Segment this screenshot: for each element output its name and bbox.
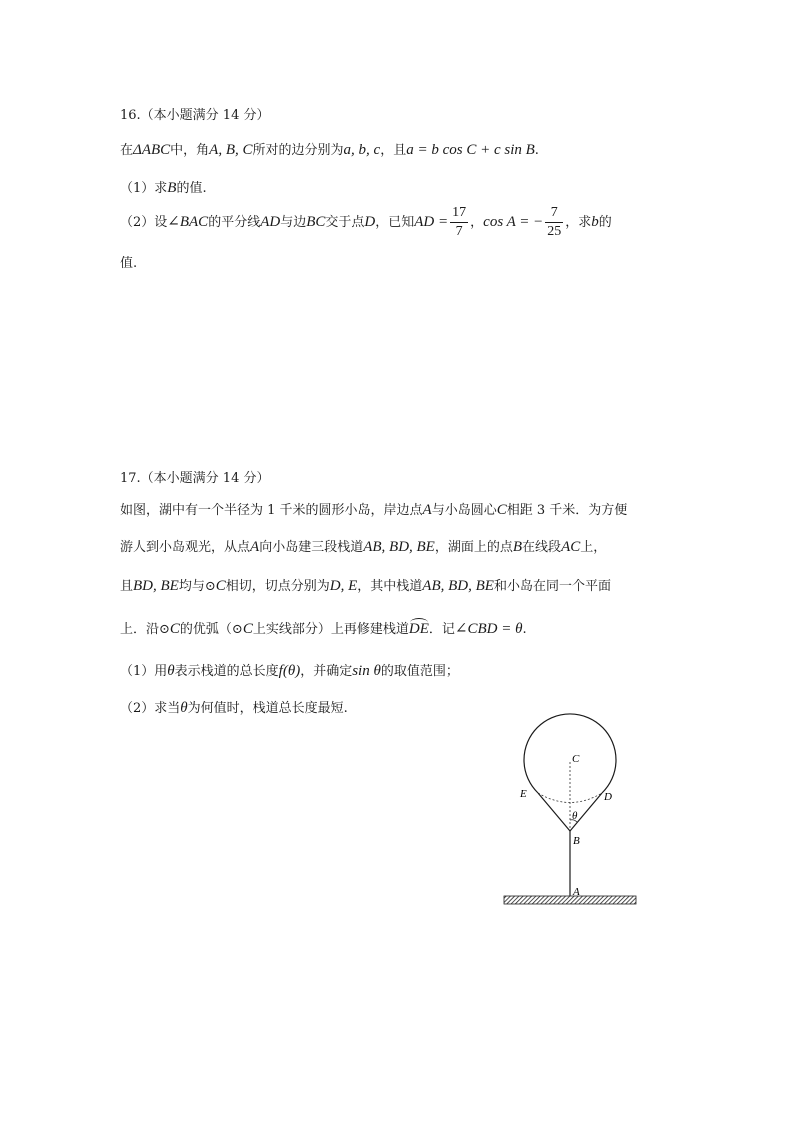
q17-part2 <box>120 697 348 717</box>
q16-ad-numerator: 17 <box>450 204 468 223</box>
q17-text: 的优弧（⊙ <box>179 622 243 637</box>
q16-part1-text: 的值. <box>176 181 207 196</box>
q17-heading: 17.（本小题满分 14 分） <box>120 471 270 486</box>
q16-cos-fraction <box>545 204 563 241</box>
q16-angles: A, B, C <box>209 142 253 158</box>
q17-sin-theta: sin θ <box>352 663 381 679</box>
q17-segment-ac: AC <box>561 539 581 555</box>
q17-part1 <box>120 660 459 680</box>
q16-stem-text: ，且 <box>380 143 407 158</box>
q17-point-a: A <box>250 539 260 555</box>
q17-text: 与小岛圆心 <box>431 503 497 518</box>
q17-segments: BD, BE <box>133 578 179 594</box>
q17-theta: θ <box>180 700 188 716</box>
major-arc-de <box>524 714 616 793</box>
q16-heading: 16.（本小题满分 14 分） <box>120 108 270 123</box>
q17-part1-text: 的取值范围； <box>380 664 459 679</box>
q17-text: 均与⊙ <box>178 579 216 594</box>
q17-point-b: B <box>512 539 523 555</box>
q17-text: ，湖面上的点 <box>434 540 513 555</box>
q16-part2-continued: 值. <box>120 256 138 271</box>
q16-d: D <box>364 214 376 230</box>
label-theta: θ <box>572 810 578 822</box>
q17-part2-text: （2）求当 <box>120 701 181 716</box>
q16-stem-text: . <box>534 143 539 158</box>
q17-text: 向小岛建三段栈道 <box>259 540 364 555</box>
q16-stem-text: 所对的边分别为 <box>252 143 344 158</box>
q17-text: ，其中栈道 <box>357 579 423 594</box>
q16-part2 <box>120 202 612 242</box>
q17-function: f(θ) <box>278 663 301 679</box>
q17-text: 相距 3 千米．为方便 <box>506 503 628 518</box>
q17-part1-text: ，并确定 <box>300 664 353 679</box>
segment-be <box>538 793 570 831</box>
q17-text: 和小岛在同一个平面 <box>493 579 611 594</box>
q16-stem-text: 中，角 <box>170 143 210 158</box>
q17-text: 在线段 <box>522 540 562 555</box>
q17-point-c: C <box>169 621 180 637</box>
q17-point-a: A <box>422 502 432 518</box>
q17-text: ．记 <box>428 622 455 637</box>
q16-cos-denominator: 25 <box>547 224 562 239</box>
q16-cos-numerator: 7 <box>545 204 563 223</box>
q16-var-b: B <box>167 180 177 196</box>
q16-part1 <box>120 177 207 197</box>
q17-point-c: C <box>215 578 226 594</box>
label-b: B <box>573 835 580 847</box>
q17-text: 上．沿⊙ <box>120 622 170 637</box>
q17-angle-eq: ∠CBD = θ <box>454 621 523 637</box>
q17-text: 上， <box>580 540 607 555</box>
label-c: C <box>572 753 580 765</box>
q17-arc-de: DE <box>408 621 429 637</box>
q17-part2-text: 为何值时，栈道总长度最短. <box>187 701 348 716</box>
q16-part2-text: 交于点 <box>325 215 365 230</box>
q17-line-2 <box>120 536 606 556</box>
q16-part2-text: （2）设 <box>120 215 168 230</box>
q17-part1-text: （1）用 <box>120 664 168 679</box>
q16-triangle: ΔABC <box>133 142 171 158</box>
q16-ad-fraction <box>450 204 468 241</box>
q16-part2-text: ， <box>470 215 484 230</box>
q17-text: . <box>522 622 527 637</box>
q17-text: 如图，湖中有一个半径为 1 千米的圆形小岛，岸边点 <box>120 503 423 518</box>
q16-ad-eq: AD = <box>414 214 449 230</box>
q17-segments: AB, BD, BE <box>363 539 435 555</box>
q16-bc: BC <box>306 214 326 230</box>
label-a: A <box>573 886 580 898</box>
q16-part1-text: （1）求 <box>120 181 168 196</box>
shore-line <box>504 896 636 904</box>
q16-cos-eq: cos A = − <box>483 214 544 230</box>
label-d: D <box>604 791 612 803</box>
q16-ad: AD <box>260 214 281 230</box>
q16-part2-text: ，求 <box>565 215 592 230</box>
q16-part2-text: 与边 <box>280 215 307 230</box>
q17-segments: AB, BD, BE <box>422 578 494 594</box>
q16-stem <box>120 139 539 159</box>
q17-point-c: C <box>242 621 253 637</box>
q17-text: 游人到小岛观光，从点 <box>120 540 251 555</box>
q16-var-b: b <box>591 214 599 230</box>
q16-angle-bac: ∠BAC <box>167 214 209 230</box>
q16-equation: a = b cos C + c sin B <box>406 142 535 158</box>
island-figure <box>498 700 648 920</box>
q17-theta: θ <box>167 663 175 679</box>
q17-line-1 <box>120 499 627 519</box>
q17-text: 上实线部分）上再修建栈道 <box>252 622 409 637</box>
q17-point-c: C <box>496 502 507 518</box>
q16-part2-text: 的 <box>598 215 612 230</box>
q17-part1-text: 表示栈道的总长度 <box>174 664 279 679</box>
q16-stem-text: 在 <box>120 143 134 158</box>
q17-tangent-points: D, E <box>329 578 358 594</box>
q16-sides: a, b, c <box>343 142 381 158</box>
q16-part2-text: ，已知 <box>375 215 415 230</box>
q17-text: 且 <box>120 579 134 594</box>
q16-part2-text: 的平分线 <box>208 215 261 230</box>
q16-ad-denominator: 7 <box>455 224 463 239</box>
q17-line-4 <box>120 618 527 638</box>
q17-line-3 <box>120 575 611 595</box>
q17-text: 相切，切点分别为 <box>225 579 330 594</box>
label-e: E <box>520 788 527 800</box>
